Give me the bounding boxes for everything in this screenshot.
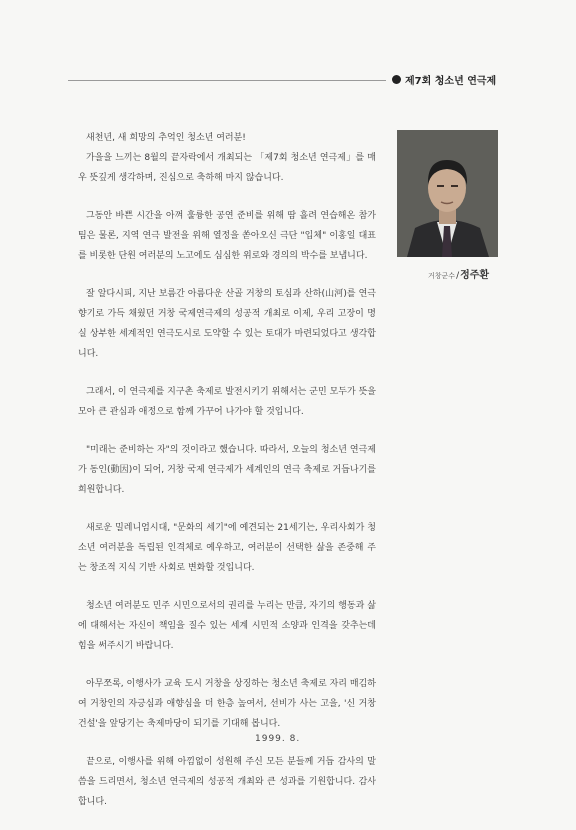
caption-name: 정주환 (460, 270, 490, 281)
bullet-icon (392, 75, 401, 84)
paragraph: 그동안 바쁜 시간을 아껴 훌륭한 공연 준비를 위해 땀 흘려 연습해온 참가 팀은 물론, 지역 연극 발전을 위해 열정을 쏟아오신 극단 "입체" 이홍일 대표를 비롯한 단원 여러분의 노고에도 심심한 위로와 경의의 박수를 보냅니다. (78, 211, 376, 261)
paragraph: 끝으로, 이행사를 위해 아낌없이 성원해 주신 모든 분들께 거듭 감사의 말씀을 드리면서, 청소년 연극제의 성공적 개최와 큰 성과를 기원합니다. 감사합니다. (78, 757, 376, 807)
caption-separator: / (456, 271, 460, 281)
paragraph: 아무쪼록, 이행사가 교육 도시 거창을 상징하는 청소년 축제로 자리 매김하여 거창인의 자긍심과 애향심을 더 한층 높여서, 선비가 사는 고을, '신 거창 건설'을 앞당기는 축제마당이 되기를 기대해 봅니다. (78, 679, 376, 729)
paragraph: 잘 알다시피, 지난 보름간 아름다운 산골 거창의 토심과 산하(山河)를 연극 향기로 가득 채웠던 거창 국제연극제의 성공적 개최로 이제, 우리 고장이 명실 상부한 세계적인 연극도시로 도약할 수 있는 토대가 마련되었다고 생각합니다. (78, 289, 376, 359)
portrait-photo (397, 130, 498, 257)
paragraph: 청소년 여러분도 민주 시민으로서의 권리를 누리는 만큼, 자기의 행동과 삶에 대해서는 자신이 책임을 질수 있는 세계 시민적 소양과 인격을 갖추는데 힘을 써주시기 바랍니다. (78, 601, 376, 651)
caption-role: 거창군수 (428, 272, 456, 280)
paragraph: 가을을 느끼는 8월의 끝자락에서 개최되는 「제7회 청소년 연극제」를 매우 뜻깊게 생각하며, 진심으로 축하해 마지 않습니다. (78, 153, 376, 183)
header-rule (68, 80, 386, 81)
photo-caption (428, 266, 489, 281)
paragraph: 그래서, 이 연극제를 지구촌 축제로 발전시키기 위해서는 군민 모두가 뜻을 모아 큰 관심과 애정으로 함께 가꾸어 나가야 할 것입니다. (78, 387, 376, 417)
page-header-title: 제7회 청소년 연극제 (405, 76, 497, 87)
paragraph: "미래는 준비하는 자"의 것이라고 했습니다. 따라서, 오늘의 청소년 연극제가 동인(動因)이 되어, 거창 국제 연극제가 세계인의 연극 축제로 거듭나기를 희원합니다. (78, 445, 376, 495)
body-text (78, 128, 376, 830)
footer-date: 1999. 8. (255, 734, 301, 744)
paragraph: 새로운 밀레니엄시대, "문화의 세기"에 예견되는 21세기는, 우리사회가 청소년 여러분을 독립된 인격체로 예우하고, 여러분이 선택한 삶을 존중해 주는 창조적 지식 기반 사회로 변화할 것입니다. (78, 523, 376, 573)
greeting: 새천년, 새 희망의 추억인 청소년 여러분! (86, 133, 246, 143)
